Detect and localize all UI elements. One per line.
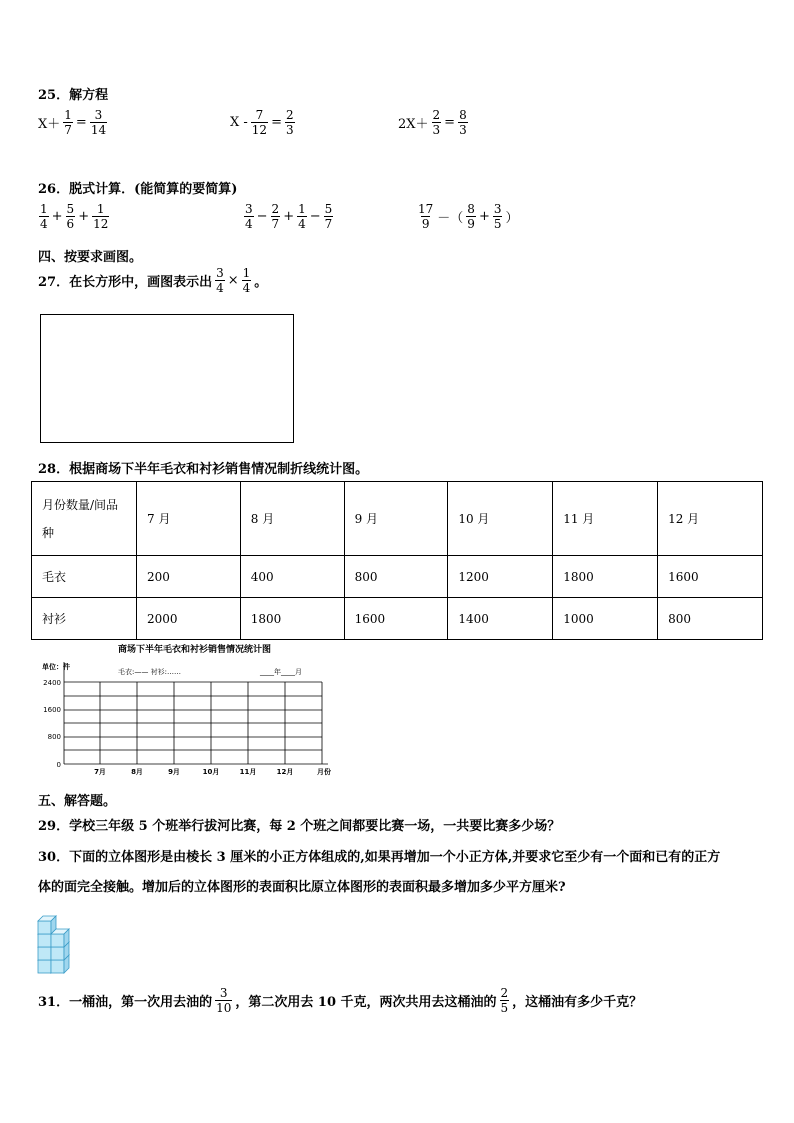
table-cell: 1200 xyxy=(448,556,553,598)
x-tick: 9月 xyxy=(168,768,180,776)
fraction: $\frac{7}{12}$ xyxy=(251,108,268,137)
month-header: 10 月 xyxy=(448,482,553,556)
chart-date-blank: ____年____月 xyxy=(260,668,302,676)
q26-expression-2: 3 4 − $\frac{2}{7}$ + $\frac{1}{4}$ − $\frac{5}{7}$ xyxy=(245,202,333,231)
y-tick: 1600 xyxy=(43,706,61,714)
x-tick: 8月 xyxy=(131,768,143,776)
q30-line-2: 体的面完全接触。增加后的立体图形的表面积比原立体图形的表面积最多增加多少平方厘米? xyxy=(38,880,566,895)
sales-table xyxy=(31,481,763,640)
fraction: 1 4 xyxy=(40,202,48,231)
table-cell: 400 xyxy=(240,556,344,598)
month-header: 12 月 xyxy=(658,482,763,556)
q26-expression-3: 17 9 －（ 8 9 + $\frac{3}{5}$ ） xyxy=(418,202,519,231)
y-tick: 800 xyxy=(47,733,61,741)
fraction: 3 4 xyxy=(245,202,253,231)
chart-title: 商场下半年毛衣和衬衫销售情况统计图 xyxy=(118,645,272,655)
cube-face xyxy=(38,921,51,934)
cube-face xyxy=(51,947,64,960)
drawing-rectangle[interactable] xyxy=(40,314,294,443)
month-header: 11 月 xyxy=(553,482,658,556)
blank-line-chart xyxy=(28,640,348,780)
q28-label: 28．根据商场下半年毛衣和衬衫销售情况制折线统计图。 xyxy=(38,462,369,477)
q30-line-1: 30．下面的立体图形是由棱长 3 厘米的小正方体组成的,如果再增加一个小正方体,并要求它至少有一个面和已有的正方 xyxy=(38,850,721,865)
fraction: $\frac{1}{4}$ xyxy=(242,266,251,295)
x-tick: 7月 xyxy=(94,768,106,776)
fraction: $\frac{2}{7}$ xyxy=(271,202,280,231)
table-cell: 1600 xyxy=(658,556,763,598)
fraction: $\frac{3}{14}$ xyxy=(90,108,107,137)
q31-text: 31．一桶油，第一次用去油的 3 10 ，第二次用去 10 千克，两次共用去这桶油的 2 5 ，这桶油有多少千克？ xyxy=(38,986,643,1015)
q25-label: 25．解方程 xyxy=(38,88,109,103)
eq-lhs: X - xyxy=(230,115,248,130)
x-tick: 11月 xyxy=(239,768,257,776)
fraction: $\frac{5}{6}$ xyxy=(66,202,75,231)
equals-sign: = xyxy=(75,115,87,130)
y-tick: 2400 xyxy=(43,679,61,687)
row-label: 毛衣 xyxy=(32,556,137,598)
q27-label: 27．在长方形中，画图表示出 xyxy=(38,275,213,290)
y-tick: 0 xyxy=(56,761,61,769)
chart-unit: 单位：件 xyxy=(42,663,70,671)
chart-grid xyxy=(64,662,328,764)
month-header: 9 月 xyxy=(344,482,448,556)
fraction: 17 9 xyxy=(418,202,434,231)
x-tick: 12月 xyxy=(276,768,294,776)
table-cell: 2000 xyxy=(137,598,241,640)
fraction: $\frac{8}{3}$ xyxy=(459,108,467,137)
cube-figure xyxy=(36,908,76,976)
q26-label: 26．脱式计算．(能简算的要简算) xyxy=(38,182,238,197)
x-axis-label: 月份 xyxy=(317,768,331,776)
q25-equation-2 xyxy=(230,108,296,137)
q27-prompt: 27．在长方形中，画图表示出 $\frac{3}{4}$ × $\frac{1}{4}$ 。 xyxy=(38,266,268,295)
q25-equation-3 xyxy=(398,108,469,137)
month-header: 8 月 xyxy=(240,482,344,556)
table-cell: 1800 xyxy=(553,556,658,598)
table-header-row xyxy=(32,482,763,556)
table-corner-header: 月份数量/间品 种 xyxy=(32,482,137,556)
table-cell: 200 xyxy=(137,556,241,598)
table-cell: 1000 xyxy=(553,598,658,640)
row-label: 衬衫 xyxy=(32,598,137,640)
fraction: 2 5 xyxy=(500,986,509,1015)
table-row xyxy=(32,556,763,598)
fraction: $\frac{3}{4}$ xyxy=(216,266,224,295)
fraction: 8 9 xyxy=(467,202,475,231)
month-header: 7 月 xyxy=(137,482,241,556)
section-5-heading: 五、解答题。 xyxy=(38,794,117,809)
q29-text: 29．学校三年级 5 个班举行拔河比赛，每 2 个班之间都要比赛一场，一共要比赛多少场？ xyxy=(38,819,561,834)
q25-equation-1 xyxy=(38,108,108,137)
chart-legend: 毛衣:—— 衬衫:…… xyxy=(118,668,181,676)
fraction: $\frac{5}{7}$ xyxy=(324,202,333,231)
table-cell: 1600 xyxy=(344,598,448,640)
eq-lhs: X＋ xyxy=(38,117,61,132)
table-row xyxy=(32,598,763,640)
section-4-heading: 四、按要求画图。 xyxy=(38,250,143,265)
eq-lhs: 2X＋ xyxy=(398,117,429,132)
cube-face xyxy=(51,934,64,947)
equals-sign: = xyxy=(444,115,456,130)
fraction: $\frac{3}{5}$ xyxy=(493,202,502,231)
table-cell: 1800 xyxy=(240,598,344,640)
fraction: $\frac{1}{12}$ xyxy=(93,202,109,231)
fraction: $\frac{2}{3}$ xyxy=(432,108,441,137)
table-cell: 800 xyxy=(658,598,763,640)
fraction: $\frac{2}{3}$ xyxy=(285,108,294,137)
cube-face xyxy=(38,934,51,947)
fraction: 3 10 xyxy=(216,986,232,1015)
fraction: $\frac{1}{7}$ xyxy=(64,108,72,137)
cube-face xyxy=(51,960,64,973)
fraction: $\frac{1}{4}$ xyxy=(298,202,306,231)
x-tick: 10月 xyxy=(202,768,220,776)
table-cell: 1400 xyxy=(448,598,553,640)
equals-sign: = xyxy=(271,115,282,130)
cube-face xyxy=(38,960,51,973)
q26-expression-1: 1 4 + $\frac{5}{6}$ + $\frac{1}{12}$ xyxy=(40,202,109,231)
cube-face xyxy=(38,947,51,960)
table-cell: 800 xyxy=(344,556,448,598)
